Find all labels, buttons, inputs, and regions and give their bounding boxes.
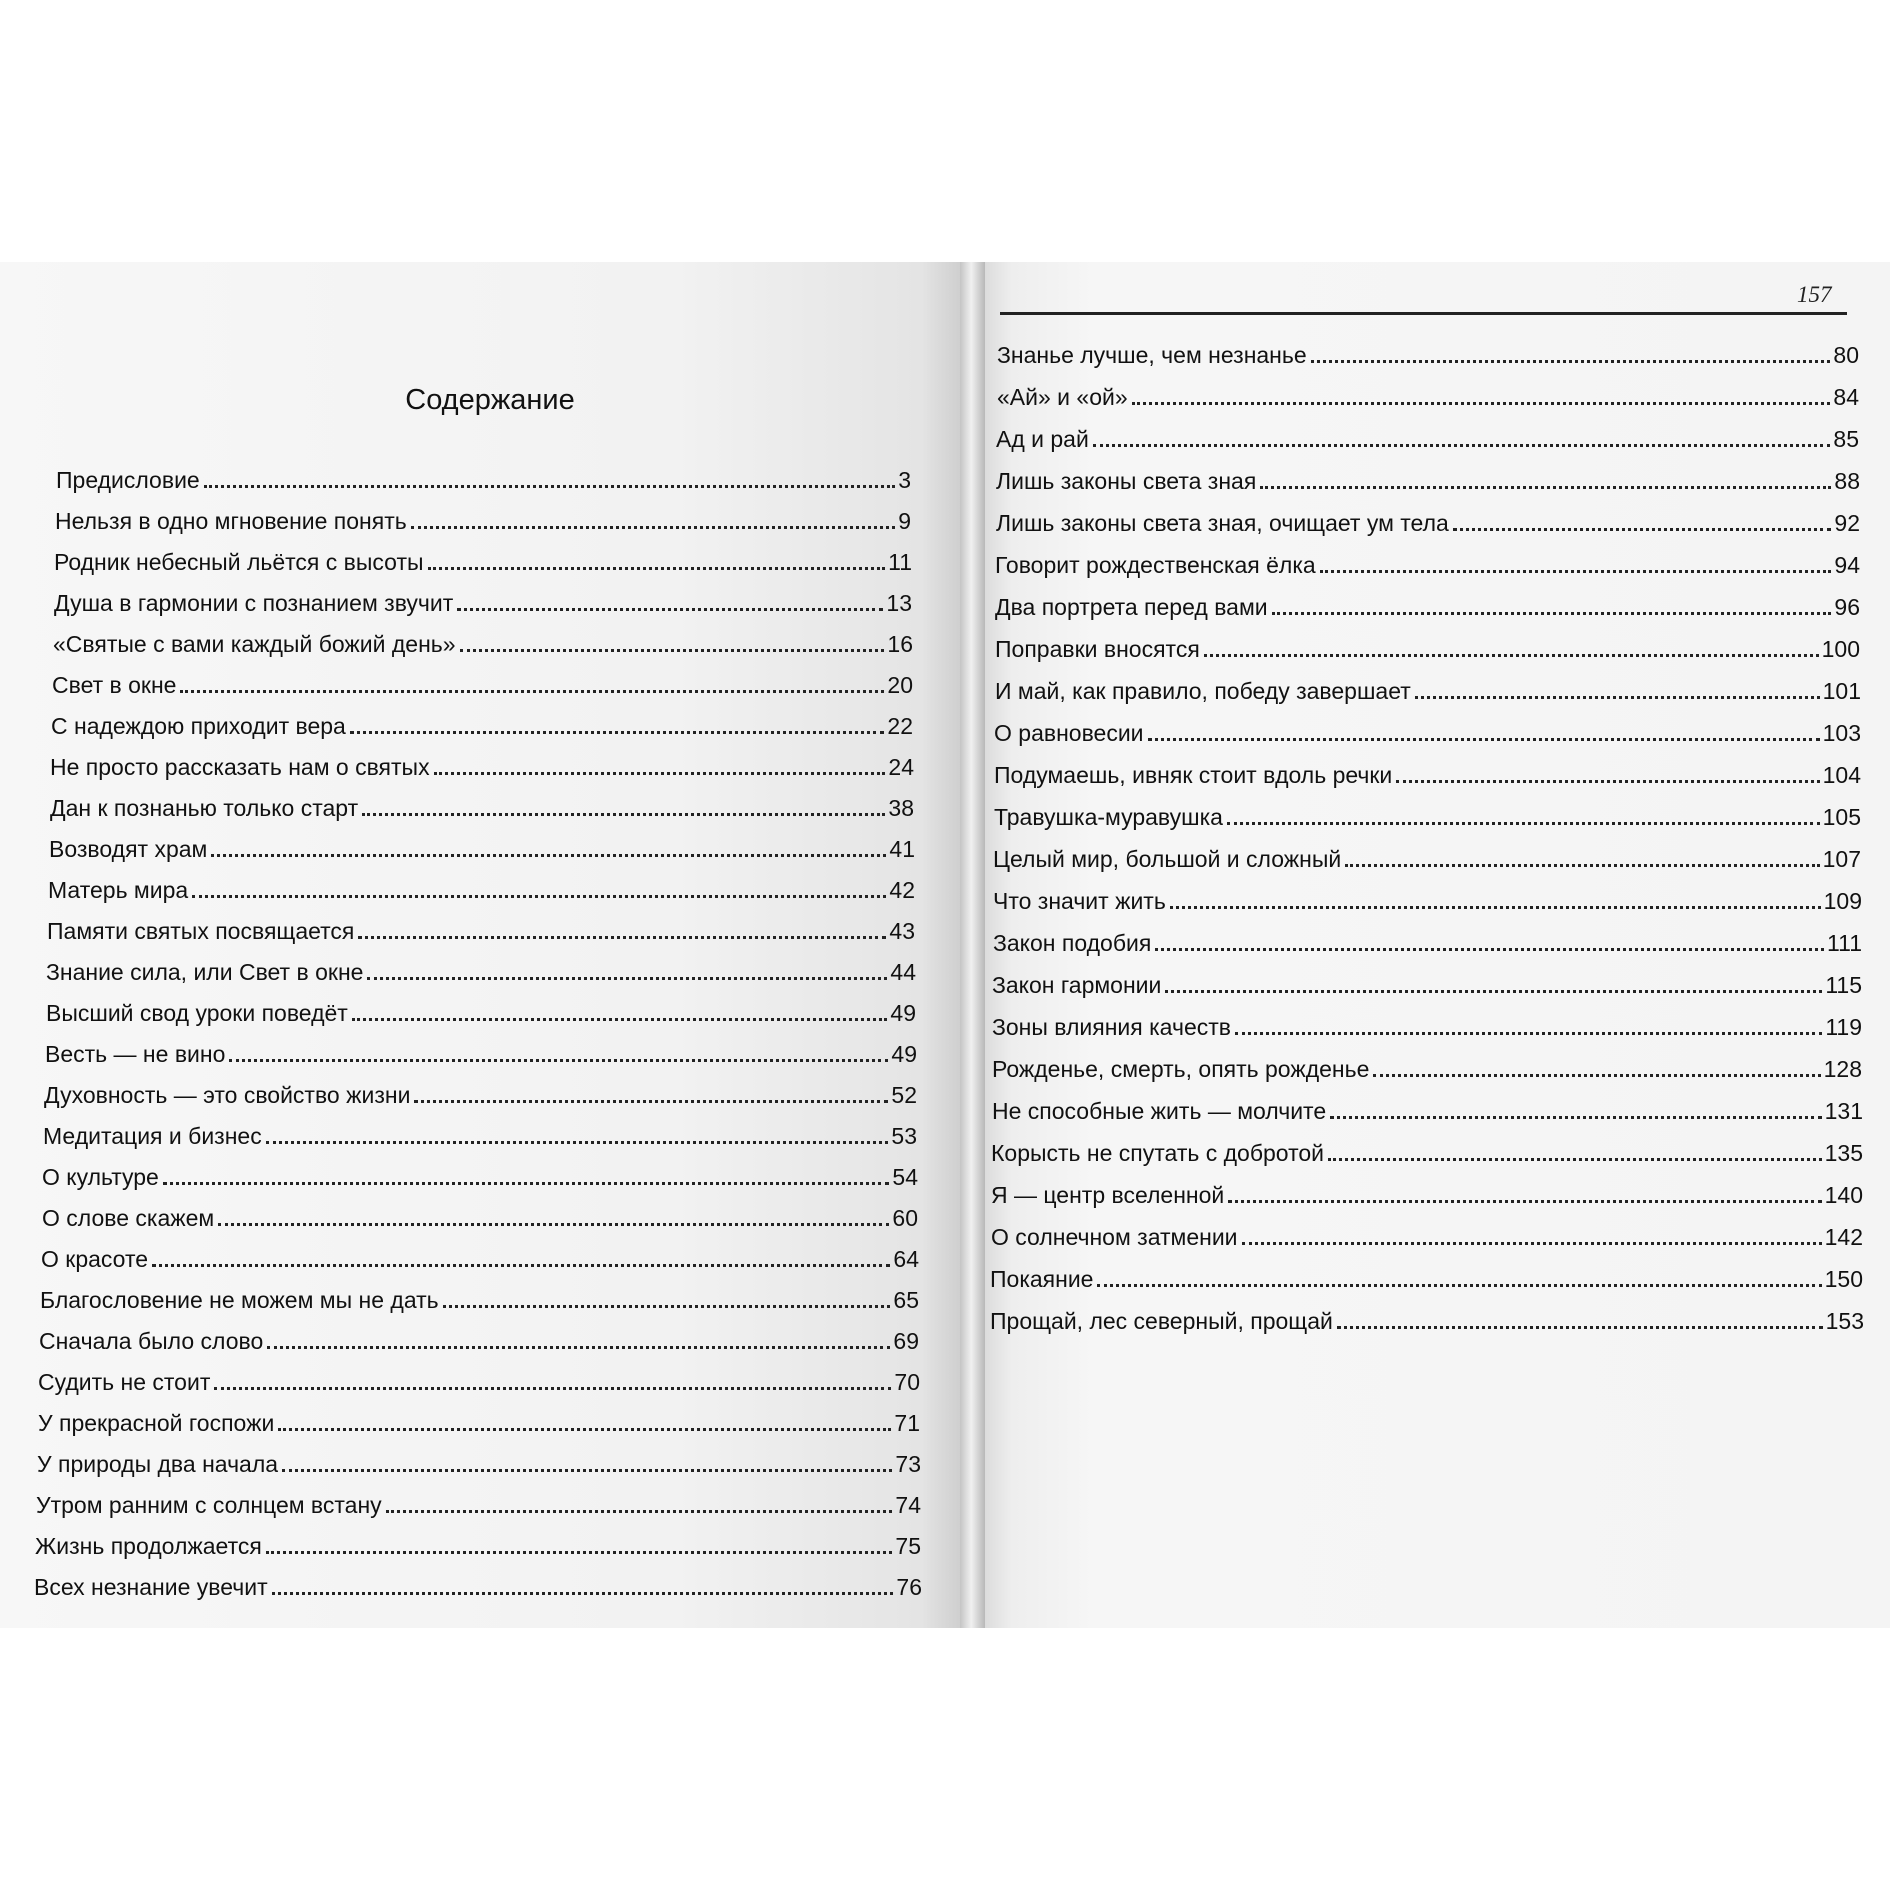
toc-entry — [985, 790, 1890, 832]
toc-entry-page: 101 — [1822, 678, 1861, 704]
dot-leader — [1228, 1199, 1821, 1203]
toc-entry-title: Говорит рождественская ёлка — [995, 552, 1316, 578]
dot-leader — [192, 894, 886, 898]
toc-entry-page: 73 — [895, 1451, 921, 1477]
toc-entry-page: 131 — [1824, 1098, 1863, 1124]
toc-entry-page: 103 — [1822, 720, 1861, 746]
toc-entry-page: 13 — [886, 590, 912, 616]
toc-entry-title: Предисловие — [56, 467, 200, 493]
toc-entry — [0, 823, 960, 864]
dot-leader — [152, 1263, 890, 1267]
dot-leader — [1097, 1283, 1821, 1287]
toc-entry-title: Зоны влияния качеств — [992, 1014, 1231, 1040]
toc-entry-page: 88 — [1834, 468, 1860, 494]
toc-entry-page: 43 — [889, 918, 915, 944]
toc-entry-page: 41 — [889, 836, 915, 862]
toc-entry — [985, 832, 1890, 874]
dot-leader — [358, 935, 886, 939]
dot-leader — [1165, 989, 1822, 993]
toc-entry-title: Медитация и бизнес — [43, 1123, 262, 1149]
toc-entry-title: Весть — не вино — [45, 1041, 226, 1067]
toc-entry-page: 70 — [894, 1369, 920, 1395]
toc-entry-page: 9 — [898, 508, 911, 534]
toc-entry — [0, 1479, 960, 1520]
toc-entry-page: 119 — [1825, 1014, 1862, 1040]
toc-entry-page: 44 — [890, 959, 916, 985]
toc-entry-page: 42 — [889, 877, 915, 903]
dot-leader — [1345, 863, 1819, 867]
toc-entry — [985, 538, 1890, 580]
toc-entry — [0, 1151, 960, 1192]
toc-entry — [0, 782, 960, 823]
toc-entry — [985, 706, 1890, 748]
dot-leader — [1155, 947, 1824, 951]
dot-leader — [1227, 821, 1820, 825]
toc-entry-title: Высший свод уроки поведёт — [46, 1000, 348, 1026]
dot-leader — [434, 771, 886, 775]
dot-leader — [1415, 695, 1820, 699]
toc-entry-title: У прекрасной госпожи — [38, 1410, 275, 1436]
toc-entry-title: Свет в окне — [52, 672, 177, 698]
toc-entry-page: 140 — [1824, 1182, 1863, 1208]
toc-entry — [0, 905, 960, 946]
toc-entry — [0, 1233, 960, 1274]
toc-entry-page: 53 — [891, 1123, 917, 1149]
dot-leader — [1311, 359, 1831, 363]
toc-entry — [985, 1000, 1890, 1042]
dot-leader — [1373, 1073, 1820, 1077]
dot-leader — [350, 730, 885, 734]
toc-entry — [985, 1294, 1890, 1336]
toc-list-right — [985, 328, 1890, 1336]
toc-entry — [0, 700, 960, 741]
toc-entry-page: 69 — [893, 1328, 919, 1354]
dot-leader — [1242, 1241, 1822, 1245]
toc-entry — [0, 536, 960, 577]
toc-entry-title: Подумаешь, ивняк стоит вдоль речки — [994, 762, 1393, 788]
toc-entry — [985, 664, 1890, 706]
toc-entry-title: Травушка-муравушка — [994, 804, 1223, 830]
toc-entry-page: 20 — [887, 672, 913, 698]
toc-entry-title: Всех незнание увечит — [34, 1574, 268, 1600]
toc-entry — [0, 946, 960, 987]
toc-entry — [0, 1069, 960, 1110]
toc-entry — [985, 622, 1890, 664]
toc-entry-page: 104 — [1822, 762, 1861, 788]
toc-entry-title: Матерь мира — [48, 877, 189, 903]
toc-entry-title: О красоте — [41, 1246, 149, 1272]
toc-entry-title: Лишь законы света зная — [996, 468, 1257, 494]
toc-entry-title: О равновесии — [994, 720, 1144, 746]
toc-entry-page: 64 — [893, 1246, 919, 1272]
page-title — [0, 384, 960, 417]
toc-entry-title: Родник небесный льётся с высоты — [54, 549, 424, 575]
toc-entry-page: 135 — [1824, 1140, 1863, 1166]
toc-entry-page: 128 — [1823, 1056, 1862, 1082]
toc-entry — [0, 987, 960, 1028]
toc-entry — [985, 1210, 1890, 1252]
toc-entry-page: 84 — [1833, 384, 1859, 410]
toc-entry — [985, 916, 1890, 958]
dot-leader — [1132, 401, 1831, 405]
toc-entry — [0, 1192, 960, 1233]
toc-entry-title: Духовность — это свойство жизни — [44, 1082, 411, 1108]
toc-entry — [985, 580, 1890, 622]
toc-entry-page: 153 — [1825, 1308, 1864, 1334]
toc-entry-page: 107 — [1822, 846, 1861, 872]
dot-leader — [282, 1468, 892, 1472]
toc-entry-page: 76 — [896, 1574, 922, 1600]
toc-entry — [0, 454, 960, 495]
toc-entry-title: Памяти святых посвящается — [47, 918, 355, 944]
toc-entry-title: Утром ранним с солнцем встану — [36, 1492, 382, 1518]
toc-entry-page: 16 — [887, 631, 913, 657]
toc-entry-page: 92 — [1834, 510, 1860, 536]
dot-leader — [266, 1550, 893, 1554]
dot-leader — [1272, 611, 1832, 615]
toc-entry — [985, 1252, 1890, 1294]
page-title-text: Содержание — [405, 384, 575, 416]
toc-entry-page: 54 — [892, 1164, 918, 1190]
toc-entry-page: 111 — [1827, 930, 1862, 956]
toc-entry — [985, 370, 1890, 412]
toc-entry-page: 105 — [1822, 804, 1861, 830]
dot-leader — [163, 1181, 890, 1185]
toc-entry — [0, 659, 960, 700]
toc-entry — [985, 1042, 1890, 1084]
toc-entry-title: Покаяние — [990, 1266, 1094, 1292]
dot-leader — [386, 1509, 893, 1513]
toc-entry — [0, 618, 960, 659]
toc-entry-page: 109 — [1823, 888, 1862, 914]
dot-leader — [367, 976, 887, 980]
dot-leader — [1396, 779, 1819, 783]
toc-entry — [985, 874, 1890, 916]
dot-leader — [266, 1140, 889, 1144]
toc-entry-page: 24 — [888, 754, 914, 780]
toc-entry-page: 80 — [1833, 342, 1859, 368]
right-page — [985, 262, 1890, 1628]
dot-leader — [443, 1304, 891, 1308]
toc-entry-title: Лишь законы света зная, очищает ум тела — [996, 510, 1449, 536]
dot-leader — [362, 812, 885, 816]
toc-entry-title: Целый мир, большой и сложный — [993, 846, 1342, 872]
toc-entry — [985, 412, 1890, 454]
dot-leader — [1093, 443, 1831, 447]
toc-entry — [0, 1274, 960, 1315]
toc-entry-title: Сначала было слово — [39, 1328, 264, 1354]
toc-entry-page: 60 — [892, 1205, 918, 1231]
dot-leader — [180, 689, 884, 693]
dot-leader — [428, 566, 886, 570]
open-book — [0, 262, 1890, 1628]
toc-entry-title: Душа в гармонии с познанием звучит — [54, 590, 454, 616]
toc-entry-page: 49 — [890, 1000, 916, 1026]
toc-entry — [985, 328, 1890, 370]
toc-entry-page: 150 — [1824, 1266, 1863, 1292]
toc-entry-title: Возводят храм — [49, 836, 208, 862]
toc-entry-title: Благословение не можем мы не дать — [40, 1287, 439, 1313]
toc-entry-title: Нельзя в одно мгновение понять — [55, 508, 407, 534]
toc-entry-page: 96 — [1834, 594, 1860, 620]
toc-entry — [985, 1126, 1890, 1168]
dot-leader — [1320, 569, 1832, 573]
toc-entry — [0, 1028, 960, 1069]
toc-entry — [0, 1356, 960, 1397]
toc-entry-title: «Святые с вами каждый божий день» — [53, 631, 456, 657]
toc-entry-title: О солнечном затмении — [991, 1224, 1238, 1250]
toc-entry-title: И май, как правило, победу завершает — [995, 678, 1411, 704]
toc-entry — [0, 1561, 960, 1602]
toc-entry — [985, 496, 1890, 538]
toc-entry-page: 74 — [895, 1492, 921, 1518]
dot-leader — [1170, 905, 1821, 909]
toc-entry-title: «Ай» и «ой» — [997, 384, 1128, 410]
page-number: 157 — [1797, 282, 1832, 307]
toc-entry-page: 11 — [888, 549, 912, 575]
dot-leader — [1204, 653, 1819, 657]
dot-leader — [1330, 1115, 1822, 1119]
dot-leader — [1235, 1031, 1822, 1035]
toc-entry-page: 71 — [894, 1410, 920, 1436]
toc-entry-page: 115 — [1825, 972, 1862, 998]
toc-entry-title: Рожденье, смерть, опять рожденье — [992, 1056, 1370, 1082]
toc-entry-title: Не просто рассказать нам о святых — [50, 754, 430, 780]
dot-leader — [1260, 485, 1831, 489]
dot-leader — [272, 1591, 894, 1595]
toc-entry-page: 65 — [893, 1287, 919, 1313]
toc-entry-title: Не способные жить — молчите — [992, 1098, 1327, 1124]
book-gutter — [960, 262, 985, 1628]
toc-entry-title: С надеждою приходит вера — [51, 713, 346, 739]
dot-leader — [411, 525, 895, 529]
dot-leader — [1148, 737, 1820, 741]
dot-leader — [1453, 527, 1832, 531]
toc-entry — [0, 1438, 960, 1479]
dot-leader — [1328, 1157, 1822, 1161]
toc-entry-page: 22 — [887, 713, 913, 739]
toc-entry-title: О слове скажем — [42, 1205, 215, 1231]
dot-leader — [278, 1427, 891, 1431]
dot-leader — [218, 1222, 889, 1226]
toc-entry-title: Жизнь продолжается — [35, 1533, 262, 1559]
toc-entry-title: Корысть не спутать с добротой — [991, 1140, 1324, 1166]
toc-entry-page: 38 — [888, 795, 914, 821]
toc-entry — [985, 454, 1890, 496]
toc-entry-title: Я — центр вселенной — [991, 1182, 1225, 1208]
dot-leader — [457, 607, 883, 611]
toc-entry — [0, 1110, 960, 1151]
toc-entry — [985, 958, 1890, 1000]
toc-entry-page: 49 — [891, 1041, 917, 1067]
toc-entry — [0, 1520, 960, 1561]
dot-leader — [460, 648, 885, 652]
left-page — [0, 262, 960, 1628]
toc-entry — [0, 495, 960, 536]
dot-leader — [267, 1345, 890, 1349]
toc-entry-title: Дан к познанью только старт — [50, 795, 359, 821]
toc-entry-title: У природы два начала — [37, 1451, 279, 1477]
toc-entry-title: Знанье лучше, чем незнанье — [997, 342, 1307, 368]
dot-leader — [229, 1058, 888, 1062]
toc-entry — [0, 1397, 960, 1438]
toc-entry-title: Прощай, лес северный, прощай — [990, 1308, 1333, 1334]
toc-entry-title: Ад и рай — [996, 426, 1089, 452]
toc-entry — [0, 1315, 960, 1356]
toc-list-left — [0, 454, 960, 1602]
toc-entry-page: 85 — [1833, 426, 1859, 452]
toc-entry-page: 142 — [1824, 1224, 1863, 1250]
toc-entry-title: Что значит жить — [993, 888, 1166, 914]
toc-entry — [985, 1084, 1890, 1126]
dot-leader — [1337, 1325, 1823, 1329]
toc-entry-title: Знание сила, или Свет в окне — [46, 959, 364, 985]
toc-entry-page: 75 — [895, 1533, 921, 1559]
toc-entry-page: 94 — [1834, 552, 1860, 578]
header-rule — [1000, 312, 1847, 315]
toc-entry-page: 3 — [898, 467, 911, 493]
toc-entry — [985, 748, 1890, 790]
toc-entry — [0, 741, 960, 782]
toc-entry — [0, 577, 960, 618]
toc-entry-title: О культуре — [42, 1164, 159, 1190]
dot-leader — [414, 1099, 888, 1103]
toc-entry-title: Закон подобия — [993, 930, 1152, 956]
toc-entry-title: Судить не стоит — [38, 1369, 211, 1395]
dot-leader — [211, 853, 886, 857]
toc-entry — [985, 1168, 1890, 1210]
toc-entry-title: Закон гармонии — [992, 972, 1162, 998]
dot-leader — [214, 1386, 891, 1390]
toc-entry — [0, 864, 960, 905]
dot-leader — [204, 484, 895, 488]
toc-entry-title: Два портрета перед вами — [995, 594, 1268, 620]
dot-leader — [352, 1017, 888, 1021]
toc-entry-page: 52 — [891, 1082, 917, 1108]
toc-entry-page: 100 — [1821, 636, 1860, 662]
toc-entry-title: Поправки вносятся — [995, 636, 1200, 662]
